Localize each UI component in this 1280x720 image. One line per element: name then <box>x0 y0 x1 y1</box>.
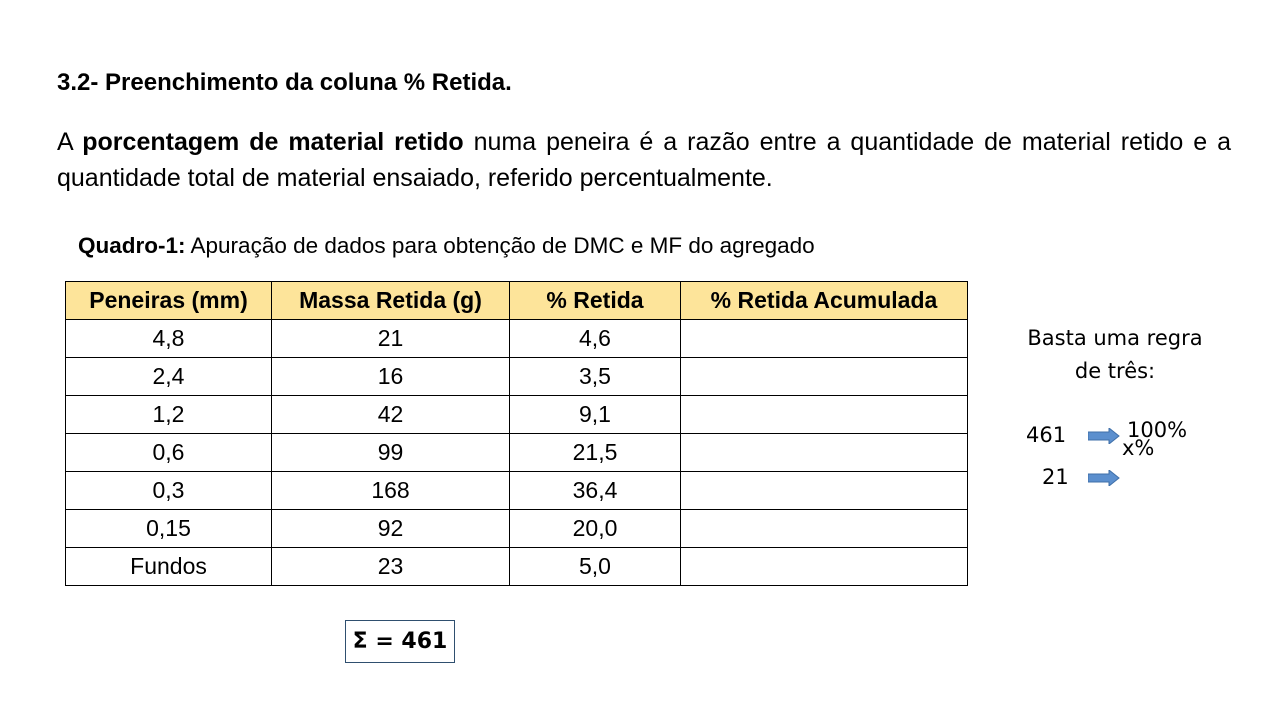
cell-massa: 16 <box>272 358 510 396</box>
sum-total-box: Σ = 461 <box>345 620 455 663</box>
section-heading: 3.2- Preenchimento da coluna % Retida. <box>57 69 512 96</box>
table-row <box>66 320 968 358</box>
table-row <box>66 548 968 586</box>
cell-pct-acumulada <box>681 320 968 358</box>
table-row <box>66 358 968 396</box>
cell-pct-acumulada <box>681 548 968 586</box>
cell-pct-retida: 4,6 <box>510 320 681 358</box>
rule-total-value: 461 <box>1026 423 1067 447</box>
cell-pct-retida: 5,0 <box>510 548 681 586</box>
cell-pct-acumulada <box>681 396 968 434</box>
cell-pct-acumulada <box>681 358 968 396</box>
table-header-row <box>66 282 968 320</box>
cell-pct-retida: 3,5 <box>510 358 681 396</box>
paragraph-bold-term: porcentagem de material retido <box>82 128 464 156</box>
table-row <box>66 472 968 510</box>
arrow-right-icon <box>1088 470 1120 486</box>
arrow-right-icon <box>1088 428 1120 444</box>
paragraph-rest: numa peneira é a razão entre a quantidade de material retido e a quantidade total de material ensaiado, referido percentualmente. <box>57 128 1232 192</box>
table-row <box>66 510 968 548</box>
caption-text: Apuração de dados para obtenção de DMC e MF do agregado <box>185 233 815 258</box>
cell-massa: 99 <box>272 434 510 472</box>
table-row <box>66 396 968 434</box>
cell-pct-retida: 21,5 <box>510 434 681 472</box>
cell-massa: 42 <box>272 396 510 434</box>
cell-peneira: Fundos <box>66 548 272 586</box>
cell-massa: 21 <box>272 320 510 358</box>
rule-of-three-note <box>1010 322 1220 388</box>
rule-total-percent: 100% <box>1127 418 1188 442</box>
header-pct-retida: % Retida <box>510 282 681 320</box>
cell-pct-acumulada <box>681 434 968 472</box>
rule-part-value: 21 <box>1042 465 1069 489</box>
sieve-data-table <box>65 281 968 586</box>
table-caption <box>78 233 815 259</box>
caption-label: Quadro-1: <box>78 233 186 258</box>
cell-pct-retida: 9,1 <box>510 396 681 434</box>
cell-peneira: 1,2 <box>66 396 272 434</box>
cell-massa: 23 <box>272 548 510 586</box>
cell-pct-retida: 36,4 <box>510 472 681 510</box>
definition-paragraph <box>57 124 1231 196</box>
cell-peneira: 0,15 <box>66 510 272 548</box>
note-line-1: Basta uma regra <box>1027 326 1203 350</box>
cell-peneira: 0,3 <box>66 472 272 510</box>
note-line-2: de três: <box>1074 359 1156 383</box>
cell-massa: 92 <box>272 510 510 548</box>
paragraph-intro: A <box>57 128 83 156</box>
cell-peneira: 4,8 <box>66 320 272 358</box>
header-peneiras: Peneiras (mm) <box>66 282 272 320</box>
cell-pct-acumulada <box>681 472 968 510</box>
cell-peneira: 0,6 <box>66 434 272 472</box>
cell-peneira: 2,4 <box>66 358 272 396</box>
rule-unknown-percent: x% <box>1122 436 1155 460</box>
header-massa-retida: Massa Retida (g) <box>272 282 510 320</box>
cell-pct-retida: 20,0 <box>510 510 681 548</box>
cell-pct-acumulada <box>681 510 968 548</box>
header-pct-retida-acumulada: % Retida Acumulada <box>681 282 968 320</box>
cell-massa: 168 <box>272 472 510 510</box>
table-row <box>66 434 968 472</box>
